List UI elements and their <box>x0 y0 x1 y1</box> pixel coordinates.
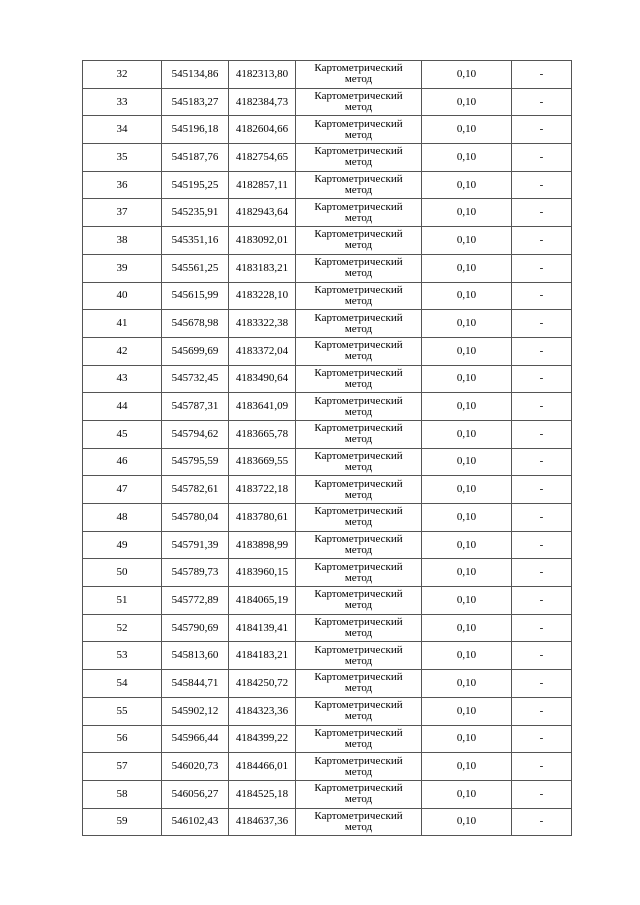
accuracy-cell: 0,10 <box>422 753 512 781</box>
x-coordinate-cell: 545196,18 <box>162 116 229 144</box>
method-label-line2: метод <box>344 737 373 750</box>
method-label-line2: метод <box>344 460 373 473</box>
table-row-38 <box>83 227 572 255</box>
y-coordinate-cell: 4184637,36 <box>229 808 296 836</box>
table-row-57 <box>83 753 572 781</box>
accuracy-cell: 0,10 <box>422 365 512 393</box>
point-number-cell: 42 <box>83 337 162 365</box>
method-label-line1: Картометрический <box>314 200 403 213</box>
accuracy-cell: 0,10 <box>422 559 512 587</box>
x-coordinate-cell: 545134,86 <box>162 61 229 89</box>
accuracy-cell: 0,10 <box>422 393 512 421</box>
point-number-cell: 34 <box>83 116 162 144</box>
point-number-cell: 41 <box>83 310 162 338</box>
method-cell <box>296 116 422 144</box>
y-coordinate-cell: 4184065,19 <box>229 587 296 615</box>
method-label-line2: метод <box>344 350 373 363</box>
y-coordinate-cell: 4183669,55 <box>229 448 296 476</box>
method-cell <box>296 780 422 808</box>
accuracy-cell: 0,10 <box>422 504 512 532</box>
note-cell: - <box>512 753 572 781</box>
table-row-33 <box>83 88 572 116</box>
accuracy-cell: 0,10 <box>422 614 512 642</box>
point-number-cell: 48 <box>83 504 162 532</box>
x-coordinate-cell: 545966,44 <box>162 725 229 753</box>
note-cell: - <box>512 420 572 448</box>
accuracy-cell: 0,10 <box>422 61 512 89</box>
note-cell: - <box>512 476 572 504</box>
x-coordinate-cell: 545183,27 <box>162 88 229 116</box>
note-cell: - <box>512 199 572 227</box>
x-coordinate-cell: 546020,73 <box>162 753 229 781</box>
x-coordinate-cell: 545772,89 <box>162 587 229 615</box>
table-row-34 <box>83 116 572 144</box>
point-number-cell: 37 <box>83 199 162 227</box>
note-cell: - <box>512 310 572 338</box>
x-coordinate-cell: 546102,43 <box>162 808 229 836</box>
note-cell: - <box>512 144 572 172</box>
note-cell: - <box>512 780 572 808</box>
point-number-cell: 39 <box>83 254 162 282</box>
accuracy-cell: 0,10 <box>422 476 512 504</box>
method-cell <box>296 88 422 116</box>
point-number-cell: 40 <box>83 282 162 310</box>
method-label-line1: Картометрический <box>314 699 403 712</box>
method-cell <box>296 254 422 282</box>
table-row-40 <box>83 282 572 310</box>
point-number-cell: 58 <box>83 780 162 808</box>
note-cell: - <box>512 504 572 532</box>
method-label-line1: Картометрический <box>314 90 403 103</box>
x-coordinate-cell: 545782,61 <box>162 476 229 504</box>
note-cell: - <box>512 808 572 836</box>
y-coordinate-cell: 4183665,78 <box>229 420 296 448</box>
method-label-line1: Картометрический <box>314 173 403 186</box>
table-row-37 <box>83 199 572 227</box>
method-label-line1: Картометрический <box>314 422 403 435</box>
method-label-line2: метод <box>344 322 373 335</box>
note-cell: - <box>512 61 572 89</box>
y-coordinate-cell: 4183183,21 <box>229 254 296 282</box>
point-number-cell: 43 <box>83 365 162 393</box>
method-label-line1: Картометрический <box>314 754 403 767</box>
accuracy-cell: 0,10 <box>422 199 512 227</box>
table-row-50 <box>83 559 572 587</box>
table-row-58 <box>83 780 572 808</box>
accuracy-cell: 0,10 <box>422 448 512 476</box>
note-cell: - <box>512 337 572 365</box>
point-number-cell: 56 <box>83 725 162 753</box>
point-number-cell: 33 <box>83 88 162 116</box>
y-coordinate-cell: 4184183,21 <box>229 642 296 670</box>
coordinates-table <box>82 60 572 836</box>
x-coordinate-cell: 545789,73 <box>162 559 229 587</box>
method-cell <box>296 559 422 587</box>
table-row-36 <box>83 171 572 199</box>
method-cell <box>296 808 422 836</box>
accuracy-cell: 0,10 <box>422 420 512 448</box>
y-coordinate-cell: 4184250,72 <box>229 670 296 698</box>
accuracy-cell: 0,10 <box>422 310 512 338</box>
method-label-line2: метод <box>344 405 373 418</box>
point-number-cell: 51 <box>83 587 162 615</box>
method-label-line1: Картометрический <box>314 588 403 601</box>
method-label-line1: Картометрический <box>314 533 403 546</box>
accuracy-cell: 0,10 <box>422 642 512 670</box>
table-row-55 <box>83 697 572 725</box>
accuracy-cell: 0,10 <box>422 116 512 144</box>
method-label-line1: Картометрический <box>314 477 403 490</box>
table-row-41 <box>83 310 572 338</box>
note-cell: - <box>512 670 572 698</box>
note-cell: - <box>512 614 572 642</box>
table-row-54 <box>83 670 572 698</box>
method-label-line2: метод <box>344 156 373 169</box>
method-label-line1: Картометрический <box>314 505 403 518</box>
table-row-51 <box>83 587 572 615</box>
accuracy-cell: 0,10 <box>422 670 512 698</box>
accuracy-cell: 0,10 <box>422 144 512 172</box>
method-label-line1: Картометрический <box>314 449 403 462</box>
table-row-47 <box>83 476 572 504</box>
method-label-line1: Картометрический <box>314 643 403 656</box>
method-cell <box>296 697 422 725</box>
y-coordinate-cell: 4184466,01 <box>229 753 296 781</box>
method-label-line1: Картометрический <box>314 62 403 75</box>
y-coordinate-cell: 4184323,36 <box>229 697 296 725</box>
table-row-45 <box>83 420 572 448</box>
method-label-line1: Картометрический <box>314 616 403 629</box>
point-number-cell: 35 <box>83 144 162 172</box>
accuracy-cell: 0,10 <box>422 254 512 282</box>
coordinates-table-body <box>83 61 572 836</box>
point-number-cell: 46 <box>83 448 162 476</box>
y-coordinate-cell: 4183092,01 <box>229 227 296 255</box>
x-coordinate-cell: 545780,04 <box>162 504 229 532</box>
note-cell: - <box>512 559 572 587</box>
note-cell: - <box>512 642 572 670</box>
method-label-line1: Картометрический <box>314 145 403 158</box>
point-number-cell: 52 <box>83 614 162 642</box>
x-coordinate-cell: 545813,60 <box>162 642 229 670</box>
method-label-line2: метод <box>344 128 373 141</box>
method-label-line1: Картометрический <box>314 228 403 241</box>
method-label-line1: Картометрический <box>314 256 403 269</box>
method-label-line2: метод <box>344 682 373 695</box>
y-coordinate-cell: 4182313,80 <box>229 61 296 89</box>
method-cell <box>296 670 422 698</box>
method-cell <box>296 476 422 504</box>
x-coordinate-cell: 545187,76 <box>162 144 229 172</box>
method-label-line2: метод <box>344 544 373 557</box>
note-cell: - <box>512 531 572 559</box>
accuracy-cell: 0,10 <box>422 282 512 310</box>
point-number-cell: 45 <box>83 420 162 448</box>
method-label-line2: метод <box>344 377 373 390</box>
method-label-line2: метод <box>344 516 373 529</box>
y-coordinate-cell: 4182384,73 <box>229 88 296 116</box>
y-coordinate-cell: 4183641,09 <box>229 393 296 421</box>
table-row-52 <box>83 614 572 642</box>
method-label-line2: метод <box>344 571 373 584</box>
y-coordinate-cell: 4184399,22 <box>229 725 296 753</box>
accuracy-cell: 0,10 <box>422 337 512 365</box>
y-coordinate-cell: 4183722,18 <box>229 476 296 504</box>
note-cell: - <box>512 88 572 116</box>
x-coordinate-cell: 545795,59 <box>162 448 229 476</box>
accuracy-cell: 0,10 <box>422 697 512 725</box>
x-coordinate-cell: 545615,99 <box>162 282 229 310</box>
method-cell <box>296 337 422 365</box>
method-label-line1: Картометрический <box>314 782 403 795</box>
method-label-line2: метод <box>344 488 373 501</box>
point-number-cell: 53 <box>83 642 162 670</box>
method-cell <box>296 504 422 532</box>
method-cell <box>296 144 422 172</box>
y-coordinate-cell: 4182857,11 <box>229 171 296 199</box>
method-label-line1: Картометрический <box>314 560 403 573</box>
table-row-44 <box>83 393 572 421</box>
method-label-line2: метод <box>344 239 373 252</box>
y-coordinate-cell: 4184139,41 <box>229 614 296 642</box>
table-row-32 <box>83 61 572 89</box>
x-coordinate-cell: 545794,62 <box>162 420 229 448</box>
x-coordinate-cell: 545790,69 <box>162 614 229 642</box>
x-coordinate-cell: 545791,39 <box>162 531 229 559</box>
x-coordinate-cell: 545561,25 <box>162 254 229 282</box>
point-number-cell: 44 <box>83 393 162 421</box>
method-cell <box>296 614 422 642</box>
method-label-line2: метод <box>344 627 373 640</box>
y-coordinate-cell: 4184525,18 <box>229 780 296 808</box>
note-cell: - <box>512 282 572 310</box>
note-cell: - <box>512 254 572 282</box>
accuracy-cell: 0,10 <box>422 88 512 116</box>
table-row-48 <box>83 504 572 532</box>
method-cell <box>296 393 422 421</box>
method-label-line2: метод <box>344 294 373 307</box>
table-row-49 <box>83 531 572 559</box>
point-number-cell: 32 <box>83 61 162 89</box>
note-cell: - <box>512 448 572 476</box>
y-coordinate-cell: 4183960,15 <box>229 559 296 587</box>
point-number-cell: 38 <box>83 227 162 255</box>
point-number-cell: 49 <box>83 531 162 559</box>
method-label-line1: Картометрический <box>314 311 403 324</box>
method-label-line2: метод <box>344 267 373 280</box>
method-label-line1: Картометрический <box>314 726 403 739</box>
method-cell <box>296 642 422 670</box>
table-row-53 <box>83 642 572 670</box>
method-cell <box>296 61 422 89</box>
x-coordinate-cell: 545844,71 <box>162 670 229 698</box>
table-row-39 <box>83 254 572 282</box>
note-cell: - <box>512 365 572 393</box>
accuracy-cell: 0,10 <box>422 780 512 808</box>
method-cell <box>296 227 422 255</box>
method-cell <box>296 725 422 753</box>
note-cell: - <box>512 697 572 725</box>
method-cell <box>296 171 422 199</box>
method-cell <box>296 282 422 310</box>
point-number-cell: 50 <box>83 559 162 587</box>
accuracy-cell: 0,10 <box>422 725 512 753</box>
note-cell: - <box>512 587 572 615</box>
y-coordinate-cell: 4183372,04 <box>229 337 296 365</box>
y-coordinate-cell: 4183780,61 <box>229 504 296 532</box>
accuracy-cell: 0,10 <box>422 531 512 559</box>
method-cell <box>296 448 422 476</box>
x-coordinate-cell: 546056,27 <box>162 780 229 808</box>
method-cell <box>296 199 422 227</box>
x-coordinate-cell: 545195,25 <box>162 171 229 199</box>
method-label-line2: метод <box>344 184 373 197</box>
x-coordinate-cell: 545351,16 <box>162 227 229 255</box>
note-cell: - <box>512 171 572 199</box>
method-cell <box>296 587 422 615</box>
accuracy-cell: 0,10 <box>422 808 512 836</box>
method-label-line2: метод <box>344 211 373 224</box>
point-number-cell: 57 <box>83 753 162 781</box>
y-coordinate-cell: 4183898,99 <box>229 531 296 559</box>
method-cell <box>296 753 422 781</box>
method-cell <box>296 420 422 448</box>
table-row-59 <box>83 808 572 836</box>
method-label-line1: Картометрический <box>314 366 403 379</box>
method-label-line2: метод <box>344 101 373 114</box>
accuracy-cell: 0,10 <box>422 227 512 255</box>
accuracy-cell: 0,10 <box>422 587 512 615</box>
method-label-line2: метод <box>344 654 373 667</box>
table-row-35 <box>83 144 572 172</box>
table-row-42 <box>83 337 572 365</box>
y-coordinate-cell: 4182604,66 <box>229 116 296 144</box>
method-cell <box>296 310 422 338</box>
point-number-cell: 54 <box>83 670 162 698</box>
method-label-line2: метод <box>344 73 373 86</box>
accuracy-cell: 0,10 <box>422 171 512 199</box>
method-label-line1: Картометрический <box>314 283 403 296</box>
x-coordinate-cell: 545699,69 <box>162 337 229 365</box>
x-coordinate-cell: 545787,31 <box>162 393 229 421</box>
y-coordinate-cell: 4183322,38 <box>229 310 296 338</box>
method-label-line1: Картометрический <box>314 117 403 130</box>
table-row-43 <box>83 365 572 393</box>
method-label-line1: Картометрический <box>314 671 403 684</box>
method-label-line1: Картометрический <box>314 394 403 407</box>
method-label-line2: метод <box>344 710 373 723</box>
method-cell <box>296 365 422 393</box>
note-cell: - <box>512 227 572 255</box>
x-coordinate-cell: 545902,12 <box>162 697 229 725</box>
method-label-line2: метод <box>344 433 373 446</box>
point-number-cell: 36 <box>83 171 162 199</box>
method-label-line2: метод <box>344 765 373 778</box>
x-coordinate-cell: 545235,91 <box>162 199 229 227</box>
method-label-line2: метод <box>344 820 373 833</box>
x-coordinate-cell: 545678,98 <box>162 310 229 338</box>
method-label-line2: метод <box>344 599 373 612</box>
y-coordinate-cell: 4183490,64 <box>229 365 296 393</box>
point-number-cell: 59 <box>83 808 162 836</box>
note-cell: - <box>512 725 572 753</box>
point-number-cell: 55 <box>83 697 162 725</box>
note-cell: - <box>512 393 572 421</box>
x-coordinate-cell: 545732,45 <box>162 365 229 393</box>
y-coordinate-cell: 4182943,64 <box>229 199 296 227</box>
note-cell: - <box>512 116 572 144</box>
table-row-46 <box>83 448 572 476</box>
method-label-line1: Картометрический <box>314 339 403 352</box>
y-coordinate-cell: 4183228,10 <box>229 282 296 310</box>
method-label-line1: Картометрический <box>314 809 403 822</box>
method-cell <box>296 531 422 559</box>
table-row-56 <box>83 725 572 753</box>
point-number-cell: 47 <box>83 476 162 504</box>
y-coordinate-cell: 4182754,65 <box>229 144 296 172</box>
method-label-line2: метод <box>344 793 373 806</box>
